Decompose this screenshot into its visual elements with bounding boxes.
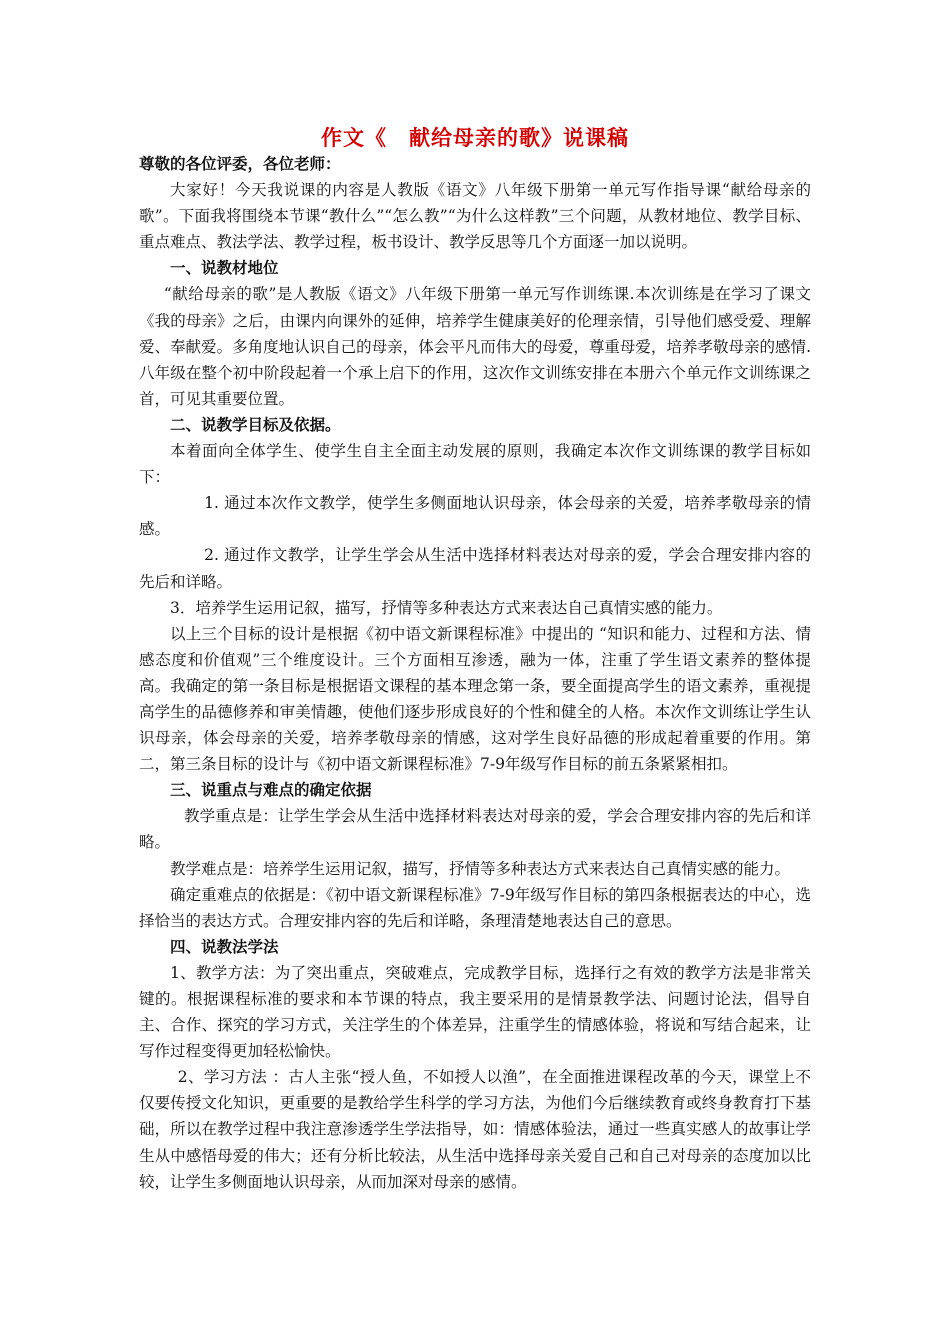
basis-paragraph: 确定重难点的依据是：《初中语文新课程标准》7-9年级写作目标的第四条根据表达的中心，选择恰当的表达方式。合理安排内容的先后和详略，条理清楚地表达自己的意思。	[139, 885, 811, 930]
teaching-method-paragraph: 1、教学方法：为了突出重点，突破难点，完成教学目标，选择行之有效的教学方法是非常关键的。根据课程标准的要求和本节课的特点，我主要采用的是情景教学法、问题讨论法，倡导自主、合作、探究的学习方式，关注学生的个体差异，注重学生的情感体验，将说和写结合起来，让写作过程变得更加轻松愉快。	[139, 963, 811, 1061]
section-2-rationale: 以上三个目标的设计是根据《初中语文新课程标准》中提出的 “知识和能力、过程和方法、情感态度和价值观”三个维度设计。三个方面相互渗透，融为一体，注重了学生语文素养的整体提高。我确定的第一条目标是根据语文课程的基本理念第一条，要全面提高学生的语文素养，重视提高学生的品德修养和审美情趣，使他们逐步形成良好的个性和健全的人格。本次作文训练让学生认识母亲，体会母亲的关爱，培养孝敬母亲的情感，这对学生良好品德的形成起着重要的作用。第二，第三条目标的设计与《初中语文新课程标准》7-9年级写作目标的前五条紧紧相扣。	[139, 624, 811, 774]
goal-item-2: 2. 通过作文教学，让学生学会从生活中选择材料表达对母亲的爱，学会合理安排内容的先后和详略。	[139, 546, 811, 591]
difficult-point-paragraph: 教学难点是：培养学生运用记叙，描写，抒情等多种表达方式来表达自己真情实感的能力。	[170, 859, 791, 878]
section-heading-4: 四、说教法学法	[170, 937, 279, 956]
greeting: 尊敬的各位评委，各位老师：	[139, 155, 341, 173]
section-1-paragraph: “献给母亲的歌”是人教版《语文》八年级下册第一单元写作训练课.本次训练是在学习了课文《我的母亲》之后，由课内向课外的延伸，培养学生健康美好的伦理亲情，引导他们感受爱、理解爱、奉献爱。多角度地认识自己的母亲，体会平凡而伟大的母爱，尊重母爱，培养孝敬母亲的感情.八年级在整个初中阶段起着一个承上启下的作用，这次作文训练安排在本册六个单元作文训练课之首，可见其重要位置。	[139, 285, 811, 408]
goal-item-1: 1. 通过本次作文教学，使学生多侧面地认识母亲，体会母亲的关爱，培养孝敬母亲的情感。	[139, 494, 811, 539]
section-heading-1: 一、说教材地位	[170, 259, 279, 278]
intro-paragraph: 大家好！今天我说课的内容是人教版《语文》八年级下册第一单元写作指导课“献给母亲的歌”。下面我将围绕本节课“教什么”“怎么教”“为什么这样教”三个问题，从教材地位、教学目标、重点难点、教法学法、教学过程，板书设计、教学反思等几个方面逐一加以说明。	[139, 181, 811, 252]
key-point-paragraph: 教学重点是：让学生学会从生活中选择材料表达对母亲的爱，学会合理安排内容的先后和详略。	[139, 807, 811, 852]
document-title: 作文《 献给母亲的歌》说课稿	[321, 126, 629, 150]
goal-item-3: 3．培养学生运用记叙，描写，抒情等多种表达方式来表达自己真情实感的能力。	[170, 598, 723, 617]
learning-method-paragraph: 2、学习方法 ：古人主张“授人鱼，不如授人以渔”，在全面推进课程改革的今天，课堂上不仅要传授文化知识，更重要的是教给学生科学的学习方法，为他们今后继续教育或终身教育打下基础，所以在教学过程中我注意渗透学生学法指导，如：情感体验法，通过一些真实感人的故事让学生从中感悟母爱的伟大；还有分析比较法，从生活中选择母亲关爱自己和自己对母亲的态度加以比较，让学生多侧面地认识母亲，从而加深对母亲的感情。	[139, 1068, 811, 1191]
section-heading-3: 三、说重点与难点的确定依据	[170, 781, 372, 800]
section-heading-2: 二、说教学目标及依据。	[170, 415, 341, 434]
section-2-paragraph: 本着面向全体学生、使学生自主全面主动发展的原则，我确定本次作文训练课的教学目标如下：	[139, 442, 811, 487]
document-body	[139, 151, 811, 1195]
